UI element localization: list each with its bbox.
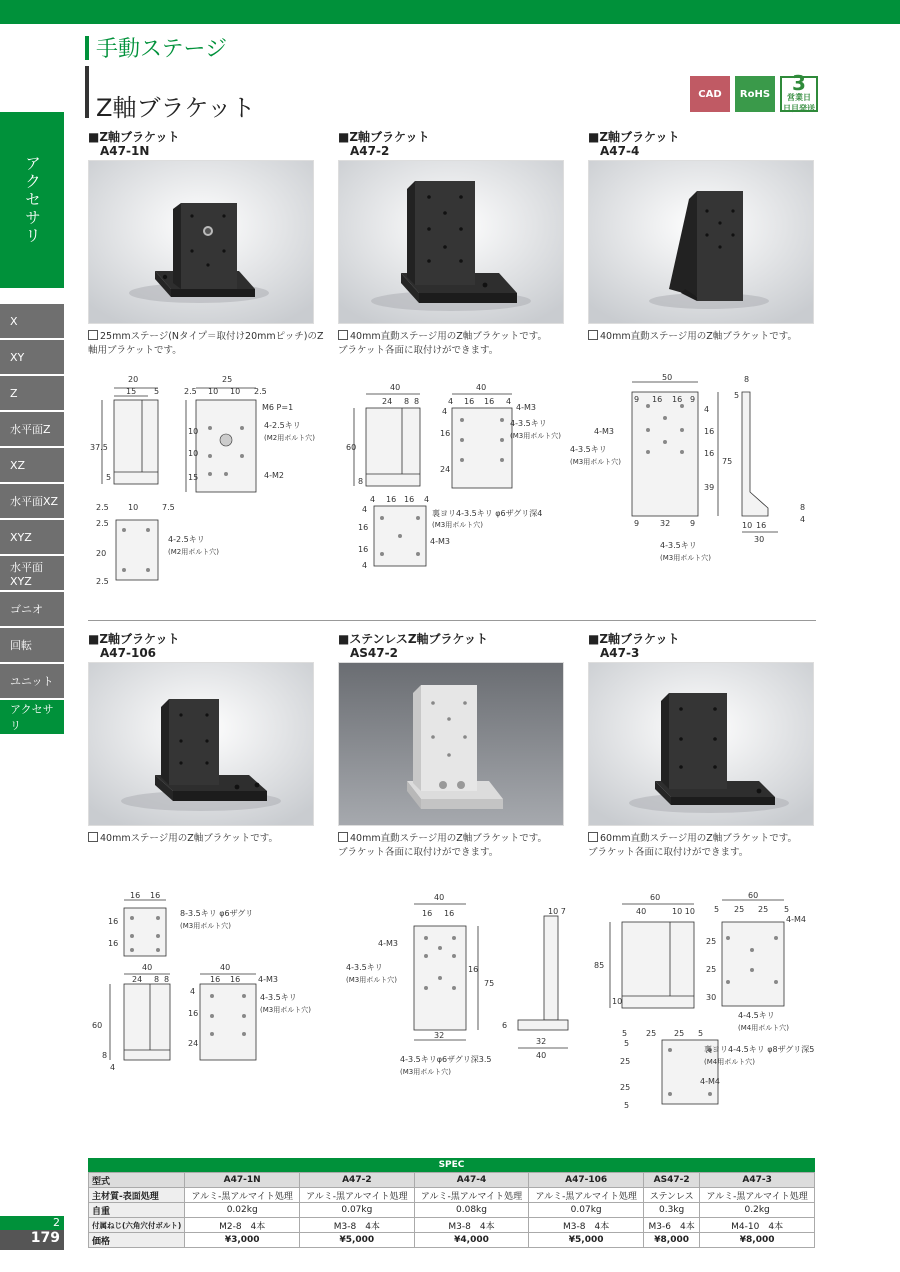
dim-label: 24 [440, 465, 451, 474]
callout: 4-M3 [258, 975, 278, 984]
dim-label: 8 [154, 975, 160, 984]
callout: 4-2.5キリ [168, 535, 205, 544]
callout: 4-M2 [264, 471, 284, 480]
dim-label: 40 [476, 383, 487, 392]
table-cell: 主材質-表面処理 [89, 1188, 185, 1203]
product-description [88, 832, 278, 846]
dim-label: 9 [690, 519, 696, 528]
dim-label: 60 [92, 1021, 103, 1030]
dim-label: 25 [706, 937, 717, 946]
dim-label: 7.5 [162, 503, 175, 512]
table-row [89, 1218, 815, 1233]
desc-line: 60mm直動ステージ用のZ軸ブラケットです。 [600, 833, 797, 844]
section-title: 手動ステージ [96, 37, 228, 62]
sidebar-item-xz[interactable]: XZ [0, 448, 64, 482]
dim-label: 40 [220, 963, 231, 972]
product-heading [88, 130, 179, 158]
price-cell: ¥5,000 [300, 1233, 415, 1248]
dim-label: 25 [758, 905, 769, 914]
table-cell: M2-8 4本 [185, 1218, 300, 1233]
dim-label: 16 [672, 395, 683, 404]
table-cell: 0.3kg [643, 1203, 699, 1218]
dim-label: 8 [800, 503, 806, 512]
dim-label: 9 [634, 395, 640, 404]
dim-label: 25 [674, 1029, 685, 1038]
callout: (M2用ボルト穴) [264, 434, 315, 442]
dim-label: 4 [800, 515, 806, 524]
drawing-a47-2 [338, 380, 578, 580]
dim-label: 9 [690, 395, 696, 404]
dim-label: 15 [126, 387, 137, 396]
product-photo-a47-2 [338, 160, 564, 324]
desc-line: ブラケット各面に取付けができます。 [338, 345, 499, 356]
dim-label: 16 [444, 909, 455, 918]
dim-label: 4 [190, 987, 196, 996]
callout: (M4用ボルト穴) [738, 1024, 789, 1032]
dim-label: 8 [744, 375, 750, 384]
dim-label: 5 [698, 1029, 704, 1038]
dim-label: 40 [536, 1051, 547, 1060]
product-photo-a47-106 [88, 662, 314, 826]
table-cell: ステンレス [643, 1188, 699, 1203]
dim-label: 16 [404, 495, 415, 504]
callout: 8-3.5キリ φ6ザグリ [180, 909, 254, 918]
dim-label: 4 [110, 1063, 116, 1072]
dim-label: 2.5 [96, 519, 109, 528]
dim-label: 37.5 [90, 443, 108, 452]
dim-label: 2.5 [184, 387, 197, 396]
table-cell: 0.07kg [529, 1203, 644, 1218]
dim-label: 5 [734, 391, 740, 400]
product-heading [588, 130, 679, 158]
callout: (M2用ボルト穴) [168, 548, 219, 556]
product-model: A47-106 [100, 646, 157, 660]
dim-label: 16 [704, 449, 715, 458]
product-title: ■Z軸ブラケット [338, 130, 430, 144]
dim-label: 4 [448, 397, 454, 406]
sidebar-item-horizontal-z[interactable]: 水平面Z [0, 412, 64, 446]
dim-label: 32 [434, 1031, 445, 1040]
callout: (M3用ボルト穴) [432, 521, 483, 529]
product-description [88, 330, 324, 358]
dim-label: 40 [434, 893, 445, 902]
dim-label: 60 [346, 443, 357, 452]
desc-line: 軸用ブラケットです。 [88, 345, 182, 356]
dim-label: 8 [404, 397, 410, 406]
dim-label: 10 [188, 427, 199, 436]
product-model: A47-2 [350, 144, 390, 158]
dim-label: 10 [128, 503, 139, 512]
shipping-small: 営業日 [787, 93, 811, 102]
table-header: A47-4 [414, 1173, 529, 1188]
product-title: ■Z軸ブラケット [588, 632, 680, 646]
product-description [588, 330, 797, 344]
table-cell: M3-8 4本 [300, 1218, 415, 1233]
table-row [89, 1233, 815, 1248]
product-heading [338, 632, 488, 660]
dim-label: 16 [130, 891, 141, 900]
product-title: ■Z軸ブラケット [88, 632, 180, 646]
dim-label: 2.5 [254, 387, 267, 396]
product-description [338, 832, 547, 860]
dim-label: 10 [612, 997, 623, 1006]
dim-label: 4 [442, 407, 448, 416]
callout: (M3用ボルト穴) [570, 458, 621, 466]
table-header: 型式 [89, 1173, 185, 1188]
product-heading [588, 632, 679, 660]
dim-label: 16 [484, 397, 495, 406]
callout: (M3用ボルト穴) [180, 922, 231, 930]
callout: (M3用ボルト穴) [660, 554, 711, 562]
callout: 4-4.5キリ [738, 1011, 775, 1020]
dim-label: 5 [154, 387, 160, 396]
product-model: A47-4 [600, 144, 640, 158]
dim-label: 8 [102, 1051, 108, 1060]
dim-label: 16 [358, 545, 369, 554]
callout: 4-3.5キリ [660, 541, 697, 550]
price-cell: ¥8,000 [700, 1233, 815, 1248]
table-row [89, 1188, 815, 1203]
table-cell: 付属ねじ(六角穴付ボルト) [89, 1218, 185, 1233]
product-model: A47-1N [100, 144, 150, 158]
dim-label: 25 [646, 1029, 657, 1038]
desc-line: 40mm直動ステージ用のZ軸ブラケットです。 [600, 331, 797, 342]
table-cell: M3-8 4本 [529, 1218, 644, 1233]
dim-label: 25 [734, 905, 745, 914]
callout: (M3用ボルト穴) [260, 1006, 311, 1014]
dim-label: 4 [370, 495, 376, 504]
dim-label: 4 [362, 505, 368, 514]
price-cell: ¥3,000 [185, 1233, 300, 1248]
dim-label: 16 [108, 939, 119, 948]
product-photo-a47-1n [88, 160, 314, 324]
top-bar [0, 0, 900, 24]
dim-label: 25 [706, 965, 717, 974]
dim-label: 4 [704, 405, 710, 414]
callout: 4-3.5キリ [570, 445, 607, 454]
sidebar-item-rotation[interactable]: 回転 [0, 628, 64, 662]
callout: (M4用ボルト穴) [704, 1058, 755, 1066]
table-cell: アルミ-黒アルマイト処理 [529, 1188, 644, 1203]
callout: 4-3.5キリ [510, 419, 547, 428]
page-section-number: 2 [0, 1216, 64, 1230]
table-header: AS47-2 [643, 1173, 699, 1188]
dim-label: 30 [706, 993, 717, 1002]
table-cell: M3-8 4本 [414, 1218, 529, 1233]
dim-label: 16 [230, 975, 241, 984]
dim-label: 16 [756, 521, 767, 530]
callout: (M3用ボルト穴) [510, 432, 561, 440]
title-rule [85, 66, 89, 118]
dim-label: 2.5 [96, 577, 109, 586]
drawing-as47-2 [338, 890, 578, 1080]
desc-line: 25mmステージ(Nタイプ＝取付け20mmピッチ)のZ [100, 331, 324, 342]
callout: M6 P=1 [262, 403, 294, 412]
page-number: 179 [0, 1230, 64, 1250]
dim-label: 6 [502, 1021, 508, 1030]
product-title: ■ステンレスZ軸ブラケット [338, 632, 488, 646]
callout: 4-M4 [700, 1077, 720, 1086]
dim-label: 10 10 [672, 907, 695, 916]
callout: 4-3.5キリ [346, 963, 383, 972]
table-cell: アルミ-黒アルマイト処理 [700, 1188, 815, 1203]
desc-line: 40mm直動ステージ用のZ軸ブラケットです。 [350, 331, 547, 342]
table-row [89, 1203, 815, 1218]
dim-label: 8 [414, 397, 420, 406]
drawing-a47-106 [88, 890, 328, 1080]
dim-label: 16 [108, 917, 119, 926]
sidebar-item-accessory[interactable]: アクセサリ [0, 700, 64, 734]
dim-label: 16 [188, 1009, 199, 1018]
price-cell: ¥4,000 [414, 1233, 529, 1248]
price-cell: ¥5,000 [529, 1233, 644, 1248]
dim-label: 10 [230, 387, 241, 396]
dim-label: 5 [624, 1101, 630, 1110]
dim-label: 16 [150, 891, 161, 900]
dim-label: 25 [620, 1057, 631, 1066]
table-cell: M3-6 4本 [643, 1218, 699, 1233]
cad-badge: CAD [690, 76, 730, 112]
dim-label: 4 [506, 397, 512, 406]
sidebar-item-xy[interactable]: XY [0, 340, 64, 374]
shipping-badge [780, 71, 818, 113]
dim-label: 40 [636, 907, 647, 916]
drawing-a47-4 [568, 372, 818, 572]
table-cell: 0.08kg [414, 1203, 529, 1218]
product-model: A47-3 [600, 646, 640, 660]
dim-label: 2.5 [96, 503, 109, 512]
dim-label: 32 [536, 1037, 547, 1046]
dim-label: 25 [222, 375, 233, 384]
product-description [338, 330, 547, 358]
dim-label: 16 [440, 429, 451, 438]
dim-label: 5 [784, 905, 790, 914]
callout: 4-2.5キリ [264, 421, 301, 430]
dim-label: 40 [390, 383, 401, 392]
callout: 4-M3 [516, 403, 536, 412]
dim-label: 10 7 [548, 907, 566, 916]
callout: (M3用ボルト穴) [400, 1068, 451, 1076]
product-title: ■Z軸ブラケット [588, 130, 680, 144]
dim-label: 24 [382, 397, 393, 406]
dim-label: 8 [358, 477, 364, 486]
dim-label: 60 [650, 893, 661, 902]
table-header: A47-3 [700, 1173, 815, 1188]
dim-label: 5 [714, 905, 720, 914]
desc-line: ブラケット各面に取付けができます。 [338, 847, 499, 858]
dim-label: 16 [210, 975, 221, 984]
dim-label: 20 [128, 375, 139, 384]
dim-label: 40 [142, 963, 153, 972]
table-cell: 0.02kg [185, 1203, 300, 1218]
product-heading [88, 632, 179, 660]
table-cell: 価格 [89, 1233, 185, 1248]
shipping-days: 3 [792, 71, 806, 95]
dim-label: 16 [386, 495, 397, 504]
product-photo-a47-3 [588, 662, 814, 826]
table-cell: アルミ-黒アルマイト処理 [300, 1188, 415, 1203]
table-header: A47-1N [185, 1173, 300, 1188]
drawing-a47-3 [588, 890, 818, 1120]
dim-label: 75 [484, 979, 495, 988]
callout: 4-M3 [594, 427, 614, 436]
dim-label: 5 [622, 1029, 628, 1038]
sidebar-item-x[interactable]: X [0, 304, 64, 338]
spec-table [88, 1172, 815, 1248]
callout: 4-3.5キリ [260, 993, 297, 1002]
product-title: ■Z軸ブラケット [88, 130, 180, 144]
dim-label: 75 [722, 457, 733, 466]
sidebar-item-horizontal-xz[interactable]: 水平面XZ [0, 484, 64, 518]
table-cell: 0.2kg [700, 1203, 815, 1218]
dim-label: 15 [188, 473, 199, 482]
sidebar-item-xyz[interactable]: XYZ [0, 520, 64, 554]
callout: 4-M4 [786, 915, 806, 924]
page-title: Z軸ブラケット [96, 94, 256, 122]
table-cell: アルミ-黒アルマイト処理 [185, 1188, 300, 1203]
table-header: A47-106 [529, 1173, 644, 1188]
dim-label: 60 [748, 891, 759, 900]
sidebar-item-unit[interactable]: ユニット [0, 664, 64, 698]
callout: 4-M3 [378, 939, 398, 948]
table-header: A47-2 [300, 1173, 415, 1188]
spec-caption: SPEC [88, 1158, 815, 1172]
callout: 4-M3 [430, 537, 450, 546]
dim-label: 16 [422, 909, 433, 918]
product-photo-a47-4 [588, 160, 814, 324]
dim-label: 24 [188, 1039, 199, 1048]
sidebar-item-z[interactable]: Z [0, 376, 64, 410]
dim-label: 30 [754, 535, 765, 544]
dim-label: 39 [704, 483, 715, 492]
dim-label: 10 [188, 449, 199, 458]
dim-label: 32 [660, 519, 671, 528]
dim-label: 9 [634, 519, 640, 528]
desc-line: 40mm直動ステージ用のZ軸ブラケットです。 [350, 833, 547, 844]
dim-label: 16 [358, 523, 369, 532]
dim-label: 16 [704, 427, 715, 436]
dim-label: 16 [468, 965, 479, 974]
dim-label: 8 [164, 975, 170, 984]
product-model: AS47-2 [350, 646, 398, 660]
dim-label: 25 [620, 1083, 631, 1092]
dim-label: 20 [96, 549, 107, 558]
price-cell: ¥8,000 [643, 1233, 699, 1248]
product-heading [338, 130, 429, 158]
section-rule [85, 36, 89, 60]
dim-label: 50 [662, 373, 673, 382]
table-header-row [89, 1173, 815, 1188]
table-cell: 0.07kg [300, 1203, 415, 1218]
desc-line: ブラケット各面に取付けができます。 [588, 847, 749, 858]
dim-label: 16 [652, 395, 663, 404]
desc-line: 40mmステージ用のZ軸ブラケットです。 [100, 833, 278, 844]
table-cell: アルミ-黒アルマイト処理 [414, 1188, 529, 1203]
shipping-label: 日目発送 [783, 104, 815, 113]
dim-label: 5 [106, 473, 112, 482]
dim-label: 24 [132, 975, 143, 984]
row-divider [88, 620, 816, 621]
table-cell: 自重 [89, 1203, 185, 1218]
callout: 裏ヨリ4-3.5キリ φ6ザグリ深4 [432, 509, 543, 518]
dim-label: 10 [742, 521, 753, 530]
callout: 4-3.5キリφ6ザグリ深3.5 [400, 1055, 492, 1064]
rohs-badge: RoHS [735, 76, 775, 112]
product-photo-as47-2 [338, 662, 564, 826]
dim-label: 10 [208, 387, 219, 396]
dim-label: 16 [464, 397, 475, 406]
dim-label: 4 [362, 561, 368, 570]
sidebar-main-category[interactable]: アクセサリ [0, 112, 64, 288]
product-description [588, 832, 797, 860]
callout: (M3用ボルト穴) [346, 976, 397, 984]
sidebar-item-horizontal-xyz[interactable]: 水平面XYZ [0, 556, 64, 590]
dim-label: 85 [594, 961, 605, 970]
callout: 裏ヨリ4-4.5キリ φ8ザグリ深5 [704, 1045, 815, 1054]
sidebar-item-gonio[interactable]: ゴニオ [0, 592, 64, 626]
dim-label: 4 [424, 495, 430, 504]
dim-label: 5 [624, 1039, 630, 1048]
drawing-a47-1n [88, 370, 318, 595]
table-cell: M4-10 4本 [700, 1218, 815, 1233]
